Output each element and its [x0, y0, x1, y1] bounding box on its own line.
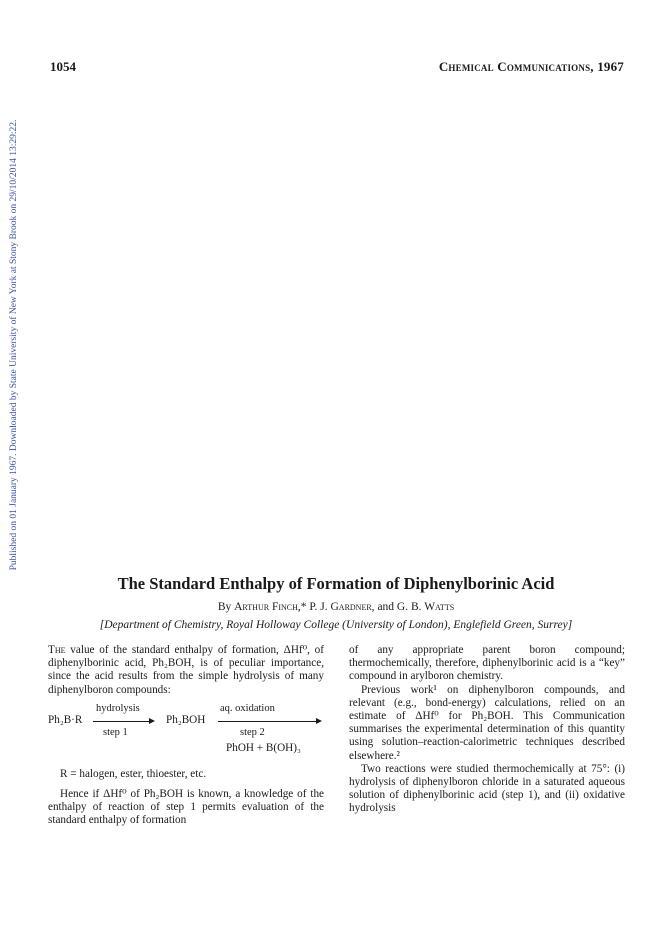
article-title: The Standard Enthalpy of Formation of Diphenylborinic Acid: [117, 574, 555, 593]
arrow2-top-label: aq. oxidation: [220, 702, 275, 714]
sidebar-text: Published on 01 January 1967. Downloaded by State University of New York at Stony Brook on 29/10/2014 13:29:22.: [9, 119, 19, 571]
continuation-paragraph: of any appropriate parent boron compound; thermochemically, therefore, diphenylborinic acid is a “key” compound in arylboron chemistry.: [349, 644, 625, 683]
by-word: By: [217, 601, 232, 613]
intro-paragraph: [48, 644, 324, 697]
previous-work-paragraph: Previous work¹ on diphenylboron compounds, and relevant (e.g., bond-energy) calculations, relied on an estimate of ΔHf⁰ for Ph₂BOH. This Communication summarises the experimental determination of this quantity using solution–reaction-calorimetric techniques described elsewhere.²: [349, 683, 625, 762]
author-3: G. B. Watts: [396, 601, 455, 613]
products: PhOH + B(OH)₃: [226, 741, 301, 754]
lead-word: The: [48, 644, 66, 656]
and-word: and: [377, 601, 395, 613]
arrow2-bottom-label: step 2: [240, 726, 265, 738]
arrow1-top-label: hydrolysis: [96, 702, 140, 714]
page-number: 1054: [50, 59, 76, 74]
reactions-paragraph: Two reactions were studied thermochemically at 75°: (i) hydrolysis of diphenylboron chloride in a saturated aqueous solution of diphenylborinic acid (step 1), and (ii) oxidative hydrolysis: [349, 762, 625, 815]
reaction-scheme: [48, 700, 324, 768]
arrow-right-icon: [93, 721, 153, 722]
author-1: Arthur Finch,*: [234, 601, 307, 613]
r-definition: R = halogen, ester, thioester, etc.: [60, 767, 207, 780]
arrow1-bottom-label: step 1: [103, 726, 128, 738]
reactant: Ph₂B·R: [48, 713, 83, 726]
intro-text: value of the standard enthalpy of formation, ΔHf⁰, of diphenylborinic acid, Ph₂BOH, is of peculiar importance, since the acid results from the simple hydrolysis of many diphenylboron compounds:: [48, 644, 324, 696]
arrow-right-icon: [218, 721, 320, 722]
journal-header: Chemical Communications, 1967: [438, 59, 624, 74]
author-line: [40, 601, 632, 613]
intermediate: Ph₂BOH: [166, 713, 206, 726]
hence-paragraph: Hence if ΔHf⁰ of Ph₂BOH is known, a knowledge of the enthalpy of reaction of step 1 permits evaluation of the standard enthalpy of formation: [48, 788, 324, 827]
right-column: [349, 644, 625, 816]
author-2: P. J. Gardner,: [309, 601, 375, 613]
download-sidebar-link[interactable]: [4, 90, 20, 600]
affiliation: [Department of Chemistry, Royal Holloway College (University of London), Englefield Green, Surrey]: [99, 619, 573, 631]
left-column: [48, 644, 324, 828]
